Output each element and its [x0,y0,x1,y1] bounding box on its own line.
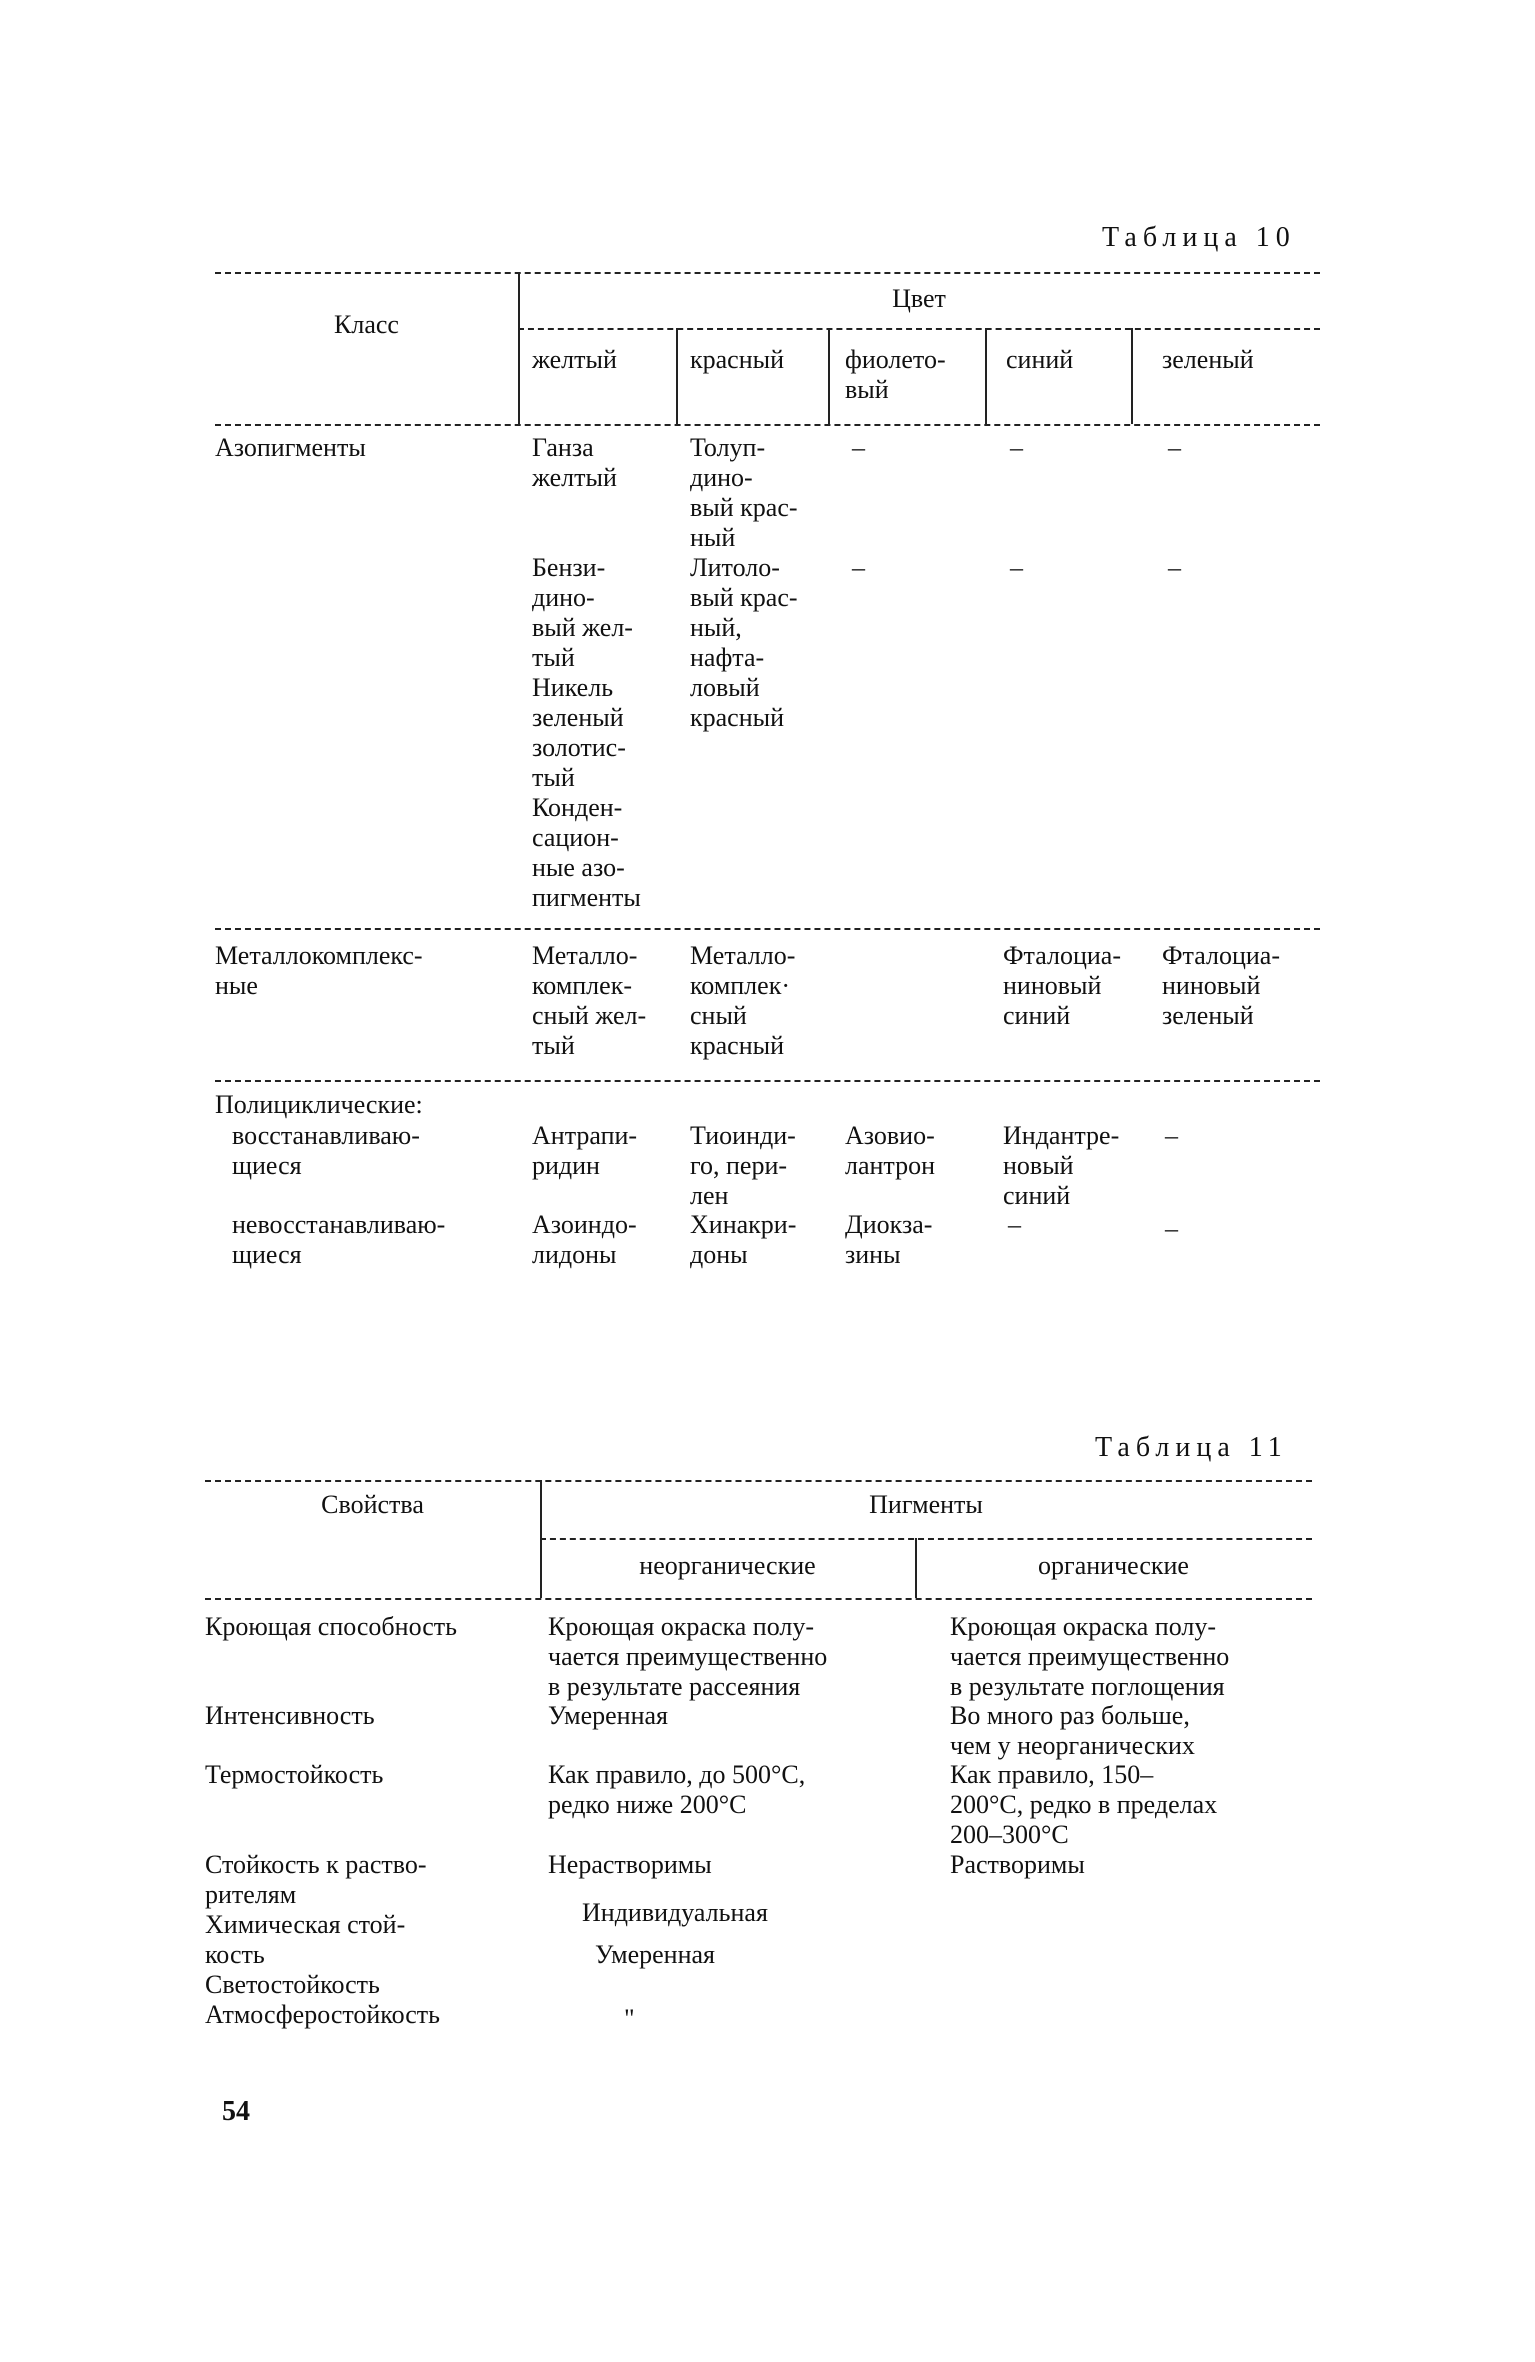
table11-row-6-inorganic: " [624,2004,635,2033]
table11-row-1-prop: Интенсивность [205,1701,375,1730]
table11-header-inorganic: неорганические [639,1551,816,1580]
table10-metal-blue: Фталоциа- ниновый синий [1003,941,1121,1030]
table10-header-bottom-rule [215,424,1320,426]
table10-metal-red: Металло- комплек· сный красный [690,941,796,1060]
table11-header-organic: органические [1038,1551,1189,1580]
page-number: 54 [222,2096,250,2127]
table10-header-yellow: желтый [532,345,617,374]
table10-caption: Таблица 10 [1102,222,1296,253]
table11-header-bottom-rule [205,1598,1312,1600]
table11-header-pigments: Пигменты [869,1490,983,1519]
table11-row-2-prop: Термостойкость [205,1760,384,1789]
table10-row-rule-1 [215,928,1320,930]
table10-row-rule-2 [215,1080,1320,1082]
table11-row-3-prop: Стойкость к раство- рителям [205,1850,427,1909]
table10-header-divider-2 [828,328,830,424]
table11-row-6-prop: Атмосферостойкость [205,2000,441,2029]
table10-poly-a-yellow: Антрапи- ридин [532,1121,638,1180]
table10-header-klass: Класс [334,310,399,339]
table11-row-5-prop: Светостойкость [205,1970,380,1999]
table10-azo-a-blue: – [1010,433,1023,462]
table10-azo-klass: Азопигменты [215,433,366,462]
table10-poly-klass: Полициклические: [215,1090,423,1119]
table10-header-divider-1 [676,328,678,424]
table10-header-red: красный [690,345,785,374]
table11-row-3-organic: Растворимы [950,1850,1085,1879]
table10-poly-b-green: – [1165,1214,1178,1243]
table10-header-divider-3 [985,328,987,424]
table10-poly-b-blue: – [1008,1210,1021,1239]
table10-azo-a-red: Толуп- дино- вый крас- ный [690,433,798,552]
table10-azo-a-yellow: Ганза желтый [532,433,617,492]
table10-poly-a-red: Тиоинди- го, пери- лен [690,1121,796,1210]
table10-metal-klass: Металлокомплекс- ные [215,941,423,1000]
table10-poly-a-blue: Индантре- новый синий [1003,1121,1120,1210]
table10-header-violet: фиолето- вый [845,345,946,404]
table11-row-0-organic: Кроющая окраска полу- чается преимущественно в результате поглощения [950,1612,1230,1701]
table11-row-2-inorganic: Как правило, до 500°С, редко ниже 200°С [548,1760,806,1819]
table11-row-5-inorganic: Умеренная [595,1940,715,1969]
table10-poly-a-klass: восстанавливаю- щиеся [232,1121,420,1180]
table11-row-3-inorganic: Нерастворимы [548,1850,712,1879]
table10-poly-b-violet: Диокза- зины [845,1210,933,1269]
table10-poly-b-klass: невосстанавливаю- щиеся [232,1210,446,1269]
table10-header-mid-rule [518,328,1320,330]
table10-azo-b-red: Литоло- вый крас- ный, нафта- ловый красный [690,553,798,732]
table11-row-4-inorganic: Индивидуальная [582,1898,768,1927]
table10-header-green: зеленый [1162,345,1254,374]
table11-row-1-organic: Во много раз больше, чем у неорганических [950,1701,1195,1760]
table10-metal-yellow: Металло- комплек- сный жел- тый [532,941,647,1060]
table10-azo-b-blue: – [1010,553,1023,582]
table10-poly-b-red: Хинакри- доны [690,1210,797,1269]
table10-metal-green: Фталоциа- ниновый зеленый [1162,941,1280,1030]
table10-header-divider-4 [1131,328,1133,424]
table11-header-mid-rule [540,1538,1312,1540]
table10-poly-a-green: – [1165,1121,1178,1150]
table11-row-0-inorganic: Кроющая окраска полу- чается преимущественно в результате рассеяния [548,1612,828,1701]
table10-azo-b-violet: – [852,553,865,582]
table10-azo-a-violet: – [852,433,865,462]
table10-header-blue: синий [1006,345,1074,374]
table11-row-4-prop: Химическая стой- кость [205,1910,406,1969]
table11-header-props: Свойства [321,1490,424,1519]
table11-caption: Таблица 11 [1095,1432,1288,1463]
table11-top-rule [205,1480,1312,1482]
table11-row-2-organic: Как правило, 150– 200°С, редко в пределах 200–300°С [950,1760,1218,1849]
table10-poly-a-violet: Азовио- лантрон [845,1121,936,1180]
table10-azo-b-green: – [1168,553,1181,582]
table11-row-0-prop: Кроющая способность [205,1612,457,1641]
table10-top-rule [215,272,1320,274]
table10-azo-a-green: – [1168,433,1181,462]
table10-poly-b-yellow: Азоиндо- лидоны [532,1210,637,1269]
table10-azo-b-yellow: Бензи- дино- вый жел- тый Никель зеленый золотис- тый Конден- сацион- ные азо- пигменты [532,553,641,912]
table10-header-color: Цвет [892,284,946,313]
table11-row-1-inorganic: Умеренная [548,1701,668,1730]
